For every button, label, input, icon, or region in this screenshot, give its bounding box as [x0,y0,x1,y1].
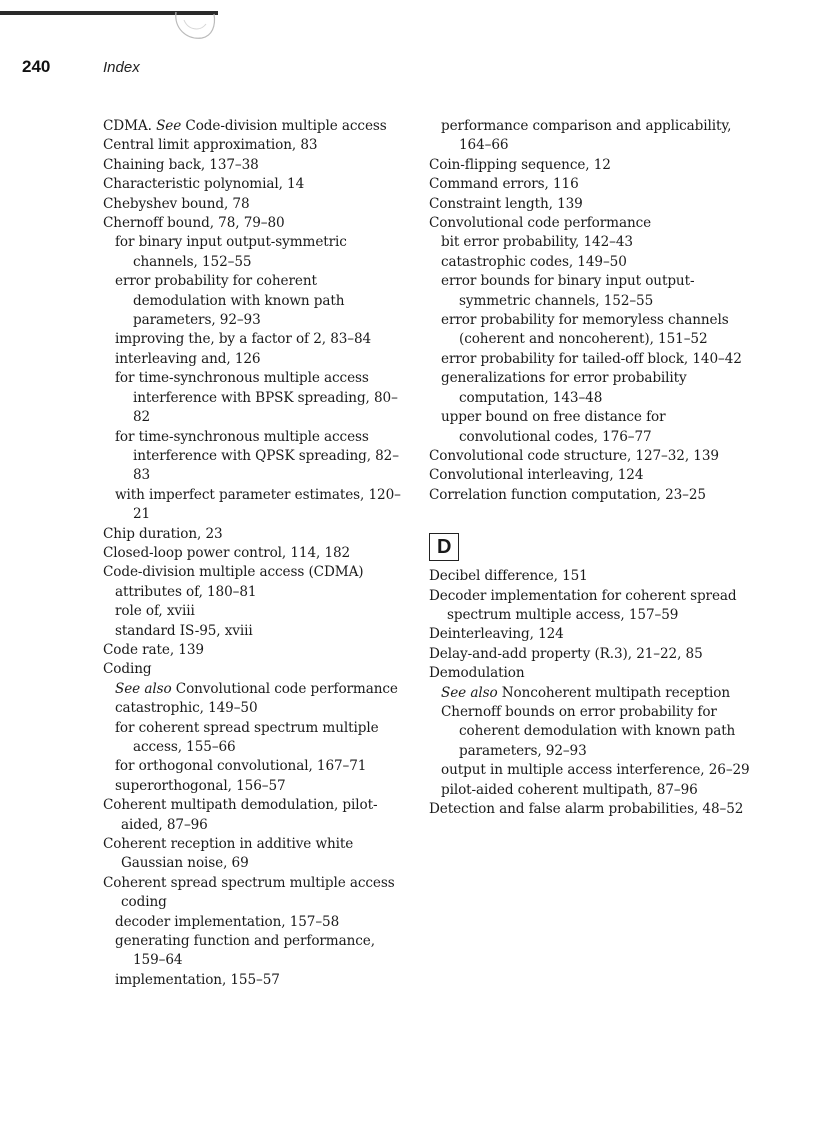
index-entry [103,835,403,874]
index-entry [103,117,403,136]
index-entry [103,214,403,233]
index-column-right [429,117,754,819]
index-entry [429,567,754,586]
index-entry [103,874,403,913]
entry-text: Coherent reception in additive white Gaussian noise, 69 [103,836,354,872]
entry-text: Deinterleaving, 124 [429,626,564,643]
index-subentry [103,369,403,427]
index-subentry [103,932,403,971]
index-subentry [103,680,403,699]
entry-text: role of, xviii [115,603,195,620]
index-column-left [103,117,403,990]
index-subentry [103,622,403,641]
entry-text: superorthogonal, 156–57 [115,777,286,794]
index-entry [103,660,403,679]
index-entry [429,214,754,233]
index-subentry [103,757,403,776]
index-subentry [103,913,403,932]
right-d-entries-list [429,567,754,819]
entry-text: for time-synchronous multiple access interference with QPSK spreading, 82–83 [115,428,399,484]
index-subentry [103,486,403,525]
index-subentry [429,233,754,252]
left-entries-list [103,117,403,990]
right-c-entries-list [429,117,754,505]
entry-text: Convolutional code performance [429,215,652,232]
cross-reference-label: See also [115,680,172,697]
index-subentry [429,684,754,703]
entry-text: Convolutional code structure, 127–32, 139 [429,447,719,464]
cross-reference-target: Convolutional code performance [171,680,398,697]
entry-text: generalizations for error probability computation, 143–48 [441,370,687,406]
entry-text: Coin-flipping sequence, 12 [429,156,611,173]
index-entry [429,156,754,175]
entry-text: for time-synchronous multiple access interference with BPSK spreading, 80–82 [115,370,398,426]
entry-text: for orthogonal convolutional, 167–71 [115,758,367,775]
entry-text: interleaving and, 126 [115,350,261,367]
index-subentry [103,330,403,349]
entry-text: Command errors, 116 [429,176,579,193]
index-entry [429,800,754,819]
entry-text: catastrophic codes, 149–50 [441,253,627,270]
index-entry [103,136,403,155]
index-entry [103,641,403,660]
index-subentry [429,253,754,272]
cross-reference-target: Noncoherent multipath reception [497,684,730,701]
entry-text: catastrophic, 149–50 [115,700,258,717]
index-subentry [103,699,403,718]
index-entry [103,525,403,544]
entry-text: decoder implementation, 157–58 [115,913,340,930]
index-entry [429,625,754,644]
index-entry [103,175,403,194]
cross-reference-label: See [156,118,182,134]
index-entry [429,587,754,626]
entry-text: Detection and false alarm probabilities, 48–52 [429,801,744,817]
entry-text: Chip duration, 23 [103,525,223,542]
entry-text: generating function and performance, 159–64 [115,933,375,969]
entry-text: Chaining back, 137–38 [103,156,259,173]
index-subentry [429,703,754,761]
entry-text: Central limit approximation, 83 [103,137,318,154]
entry-text: attributes of, 180–81 [115,583,257,600]
running-head: Index [103,59,140,76]
entry-text: Chernoff bounds on error probability for coherent demodulation with known path parameters, 92–93 [441,703,736,759]
entry-text: Constraint length, 139 [429,195,583,212]
index-subentry [429,369,754,408]
entry-text: Convolutional interleaving, 124 [429,467,644,484]
entry-text: error probability for coherent demodulation with known path parameters, 92–93 [115,273,345,329]
entry-text: output in multiple access interference, 26–29 [441,762,750,779]
entry-text: Correlation function computation, 23–25 [429,486,706,503]
index-entry [103,796,403,835]
index-subentry [103,583,403,602]
entry-text: performance comparison and applicability, 164–66 [441,118,732,154]
index-subentry [429,761,754,780]
entry-text: Chernoff bound, 78, 79–80 [103,215,285,232]
entry-text: upper bound on free distance for convolutional codes, 176–77 [441,409,666,445]
index-entry [429,447,754,466]
index-entry [103,563,403,582]
entry-text: Code-division multiple access (CDMA) [103,564,364,581]
index-subentry [103,272,403,330]
entry-text: Closed-loop power control, 114, 182 [103,544,351,561]
entry-text: implementation, 155–57 [115,971,280,988]
section-letter-d: D [429,533,459,561]
entry-text: for binary input output-symmetric channels, 152–55 [115,234,347,270]
index-subentry [103,777,403,796]
index-entry [429,466,754,485]
index-subentry [429,408,754,447]
index-subentry [103,971,403,990]
cross-reference-target: Code-division multiple access [181,118,387,134]
entry-text: error probability for tailed-off block, 140–42 [441,350,742,367]
index-subentry [103,350,403,369]
index-subentry [429,781,754,800]
index-subentry [103,428,403,486]
entry-text: improving the, by a factor of 2, 83–84 [115,331,372,348]
index-entry [429,486,754,505]
entry-text: CDMA. [103,118,157,134]
entry-text: Coherent multipath demodulation, pilot-aided, 87–96 [103,797,378,833]
index-subentry [429,350,754,369]
index-entry [103,544,403,563]
entry-text: for coherent spread spectrum multiple access, 155–66 [115,719,379,755]
entry-text: error bounds for binary input output-symmetric channels, 152–55 [441,273,695,309]
index-entry [429,195,754,214]
scan-artifact-mark [172,6,220,46]
index-entry [429,664,754,683]
entry-text: Demodulation [429,665,525,682]
entry-text: Coding [103,661,152,678]
index-subentry [429,117,754,156]
page-number: 240 [22,57,51,76]
entry-text: Delay-and-add property (R.3), 21–22, 85 [429,645,703,662]
index-subentry [429,272,754,311]
entry-text: bit error probability, 142–43 [441,234,633,251]
entry-text: Decoder implementation for coherent spread spectrum multiple access, 157–59 [429,587,737,623]
index-entry [103,156,403,175]
entry-text: Coherent spread spectrum multiple access coding [103,874,395,911]
index-entry [103,195,403,214]
entry-text: Chebyshev bound, 78 [103,195,250,212]
index-subentry [429,311,754,350]
entry-text: pilot-aided coherent multipath, 87–96 [441,781,698,798]
entry-text: error probability for memoryless channels (coherent and noncoherent), 151–52 [441,312,729,348]
entry-text: with imperfect parameter estimates, 120–21 [115,486,401,523]
index-subentry [103,719,403,758]
index-entry [429,175,754,194]
entry-text: Characteristic polynomial, 14 [103,176,305,193]
entry-text: Code rate, 139 [103,641,204,658]
cross-reference-label: See also [441,684,498,701]
entry-text: standard IS-95, xviii [115,622,253,639]
index-subentry [103,233,403,272]
entry-text: Decibel difference, 151 [429,568,588,585]
index-entry [429,645,754,664]
index-subentry [103,602,403,621]
